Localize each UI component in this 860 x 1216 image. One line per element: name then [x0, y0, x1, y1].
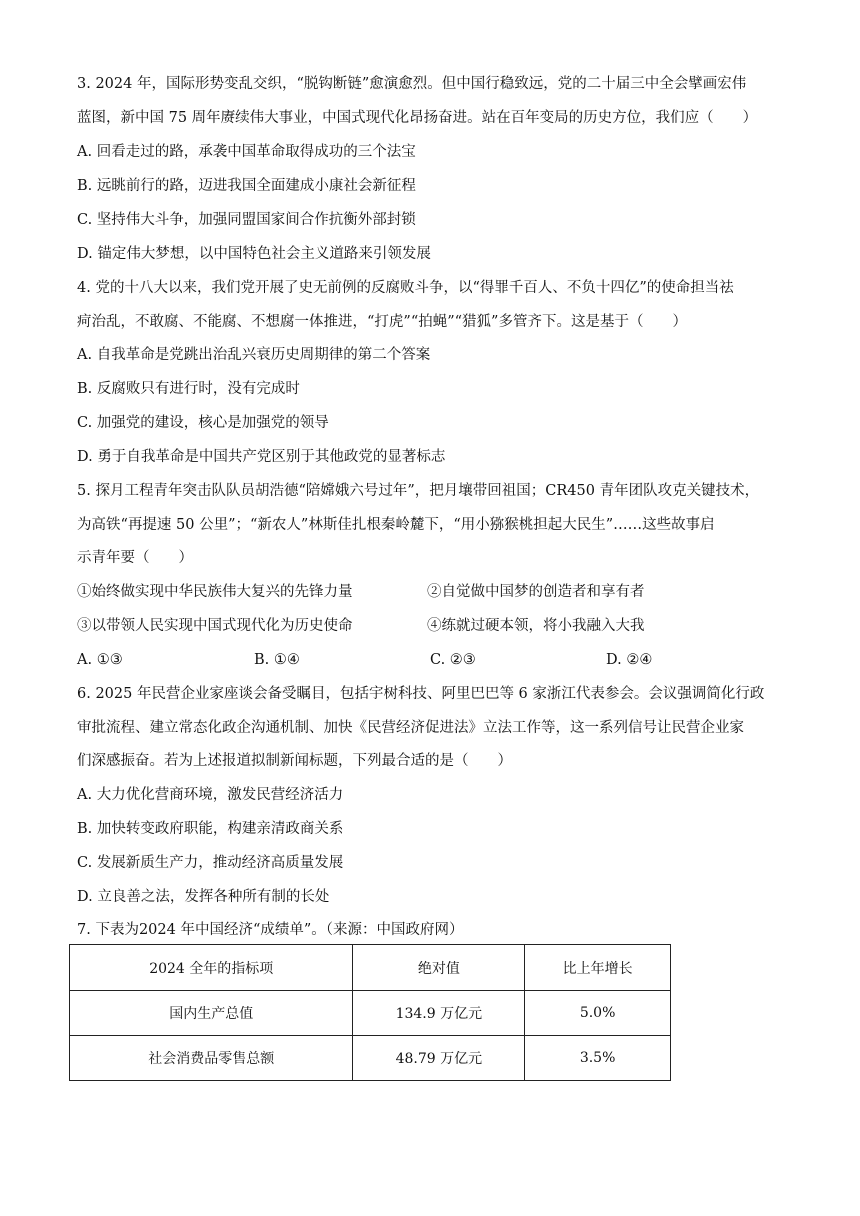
q5-item-1: ①始终做实现中华民族伟大复兴的先锋力量	[77, 584, 353, 600]
table-cell: 134.9 万亿元	[353, 991, 525, 1036]
q5-item-4: ④练就过硬本领，将小我融入大我	[427, 618, 645, 634]
q6-stem-line-1: 6. 2025 年民营企业家座谈会备受瞩目，包括宇树科技、阿里巴巴等 6 家浙江代表参会。会议强调简化行政	[77, 686, 765, 702]
q4-stem-line-2: 疴治乱，不敢腐、不能腐、不想腐一体推进，“打虎”“拍蝇”“猎狐”多管齐下。这是基于（ ）	[77, 314, 687, 330]
q6-option-d: D. 立良善之法，发挥各种所有制的长处	[77, 889, 330, 905]
q3-stem-line-2: 蓝图，新中国 75 周年赓续伟大事业，中国式现代化昂扬奋进。站在百年变局的历史方位，我们应（ ）	[77, 110, 758, 126]
q7-stem: 7. 下表为2024 年中国经济“成绩单”。（来源：中国政府网）	[77, 922, 464, 938]
q6-stem-line-3: 们深感振奋。若为上述报道拟制新闻标题，下列最合适的是（ ）	[77, 753, 512, 769]
table-row	[70, 991, 671, 1036]
q5-stem-line-3: 示青年要（ ）	[77, 550, 193, 566]
q5-item-3: ③以带领人民实现中国式现代化为历史使命	[77, 618, 353, 634]
table-row	[70, 1036, 671, 1081]
q3-option-c: C. 坚持伟大斗争，加强同盟国家间合作抗衡外部封锁	[77, 212, 416, 228]
q6-option-b: B. 加快转变政府职能，构建亲清政商关系	[77, 821, 344, 837]
q4-option-b: B. 反腐败只有进行时，没有完成时	[77, 381, 300, 397]
q4-option-a: A. 自我革命是党跳出治乱兴衰历史周期律的第二个答案	[77, 347, 431, 363]
q5-stem-line-1: 5. 探月工程青年突击队队员胡浩德“陪嫦娥六号过年”，把月壤带回祖国；CR450 青年团队攻克关键技术，	[77, 483, 760, 499]
q5-option-b: B. ①④	[254, 652, 300, 668]
table-header-cell: 绝对值	[353, 945, 525, 991]
q3-option-a: A. 回看走过的路，承袭中国革命取得成功的三个法宝	[77, 144, 416, 160]
q5-stem-line-2: 为高铁“再提速 50 公里”；“新农人”林斯佳扎根秦岭麓下，“用小猕猴桃担起大民生”……这些故事启	[77, 517, 715, 533]
q5-item-2: ②自觉做中国梦的创造者和享有者	[427, 584, 645, 600]
table-cell: 国内生产总值	[70, 991, 353, 1036]
q3-stem-line-1: 3. 2024 年，国际形势变乱交织，“脱钩断链”愈演愈烈。但中国行稳致远，党的二十届三中全会擘画宏伟	[77, 76, 747, 92]
q3-option-d: D. 锚定伟大梦想，以中国特色社会主义道路来引领发展	[77, 246, 431, 262]
q5-option-a: A. ①③	[77, 652, 123, 668]
q3-option-b: B. 远眺前行的路，迈进我国全面建成小康社会新征程	[77, 178, 416, 194]
q6-option-c: C. 发展新质生产力，推动经济高质量发展	[77, 855, 344, 871]
q6-stem-line-2: 审批流程、建立常态化政企沟通机制、加快《民营经济促进法》立法工作等，这一系列信号让民营企业家	[77, 720, 744, 736]
q4-option-c: C. 加强党的建设，核心是加强党的领导	[77, 415, 329, 431]
economy-table	[69, 944, 671, 1081]
q5-option-d: D. ②④	[606, 652, 653, 668]
table-header-cell: 比上年增长	[525, 945, 671, 991]
table-cell: 3.5%	[525, 1036, 671, 1081]
q6-option-a: A. 大力优化营商环境，激发民营经济活力	[77, 787, 344, 803]
table-header-cell: 2024 全年的指标项	[70, 945, 353, 991]
table-cell: 社会消费品零售总额	[70, 1036, 353, 1081]
q4-option-d: D. 勇于自我革命是中国共产党区别于其他政党的显著标志	[77, 449, 446, 465]
table-cell: 48.79 万亿元	[353, 1036, 525, 1081]
q4-stem-line-1: 4. 党的十八大以来，我们党开展了史无前例的反腐败斗争，以“得罪千百人、不负十四亿”的使命担当祛	[77, 280, 734, 296]
table-header-row	[70, 945, 671, 991]
q5-option-c: C. ②③	[430, 652, 476, 668]
table-cell: 5.0%	[525, 991, 671, 1036]
